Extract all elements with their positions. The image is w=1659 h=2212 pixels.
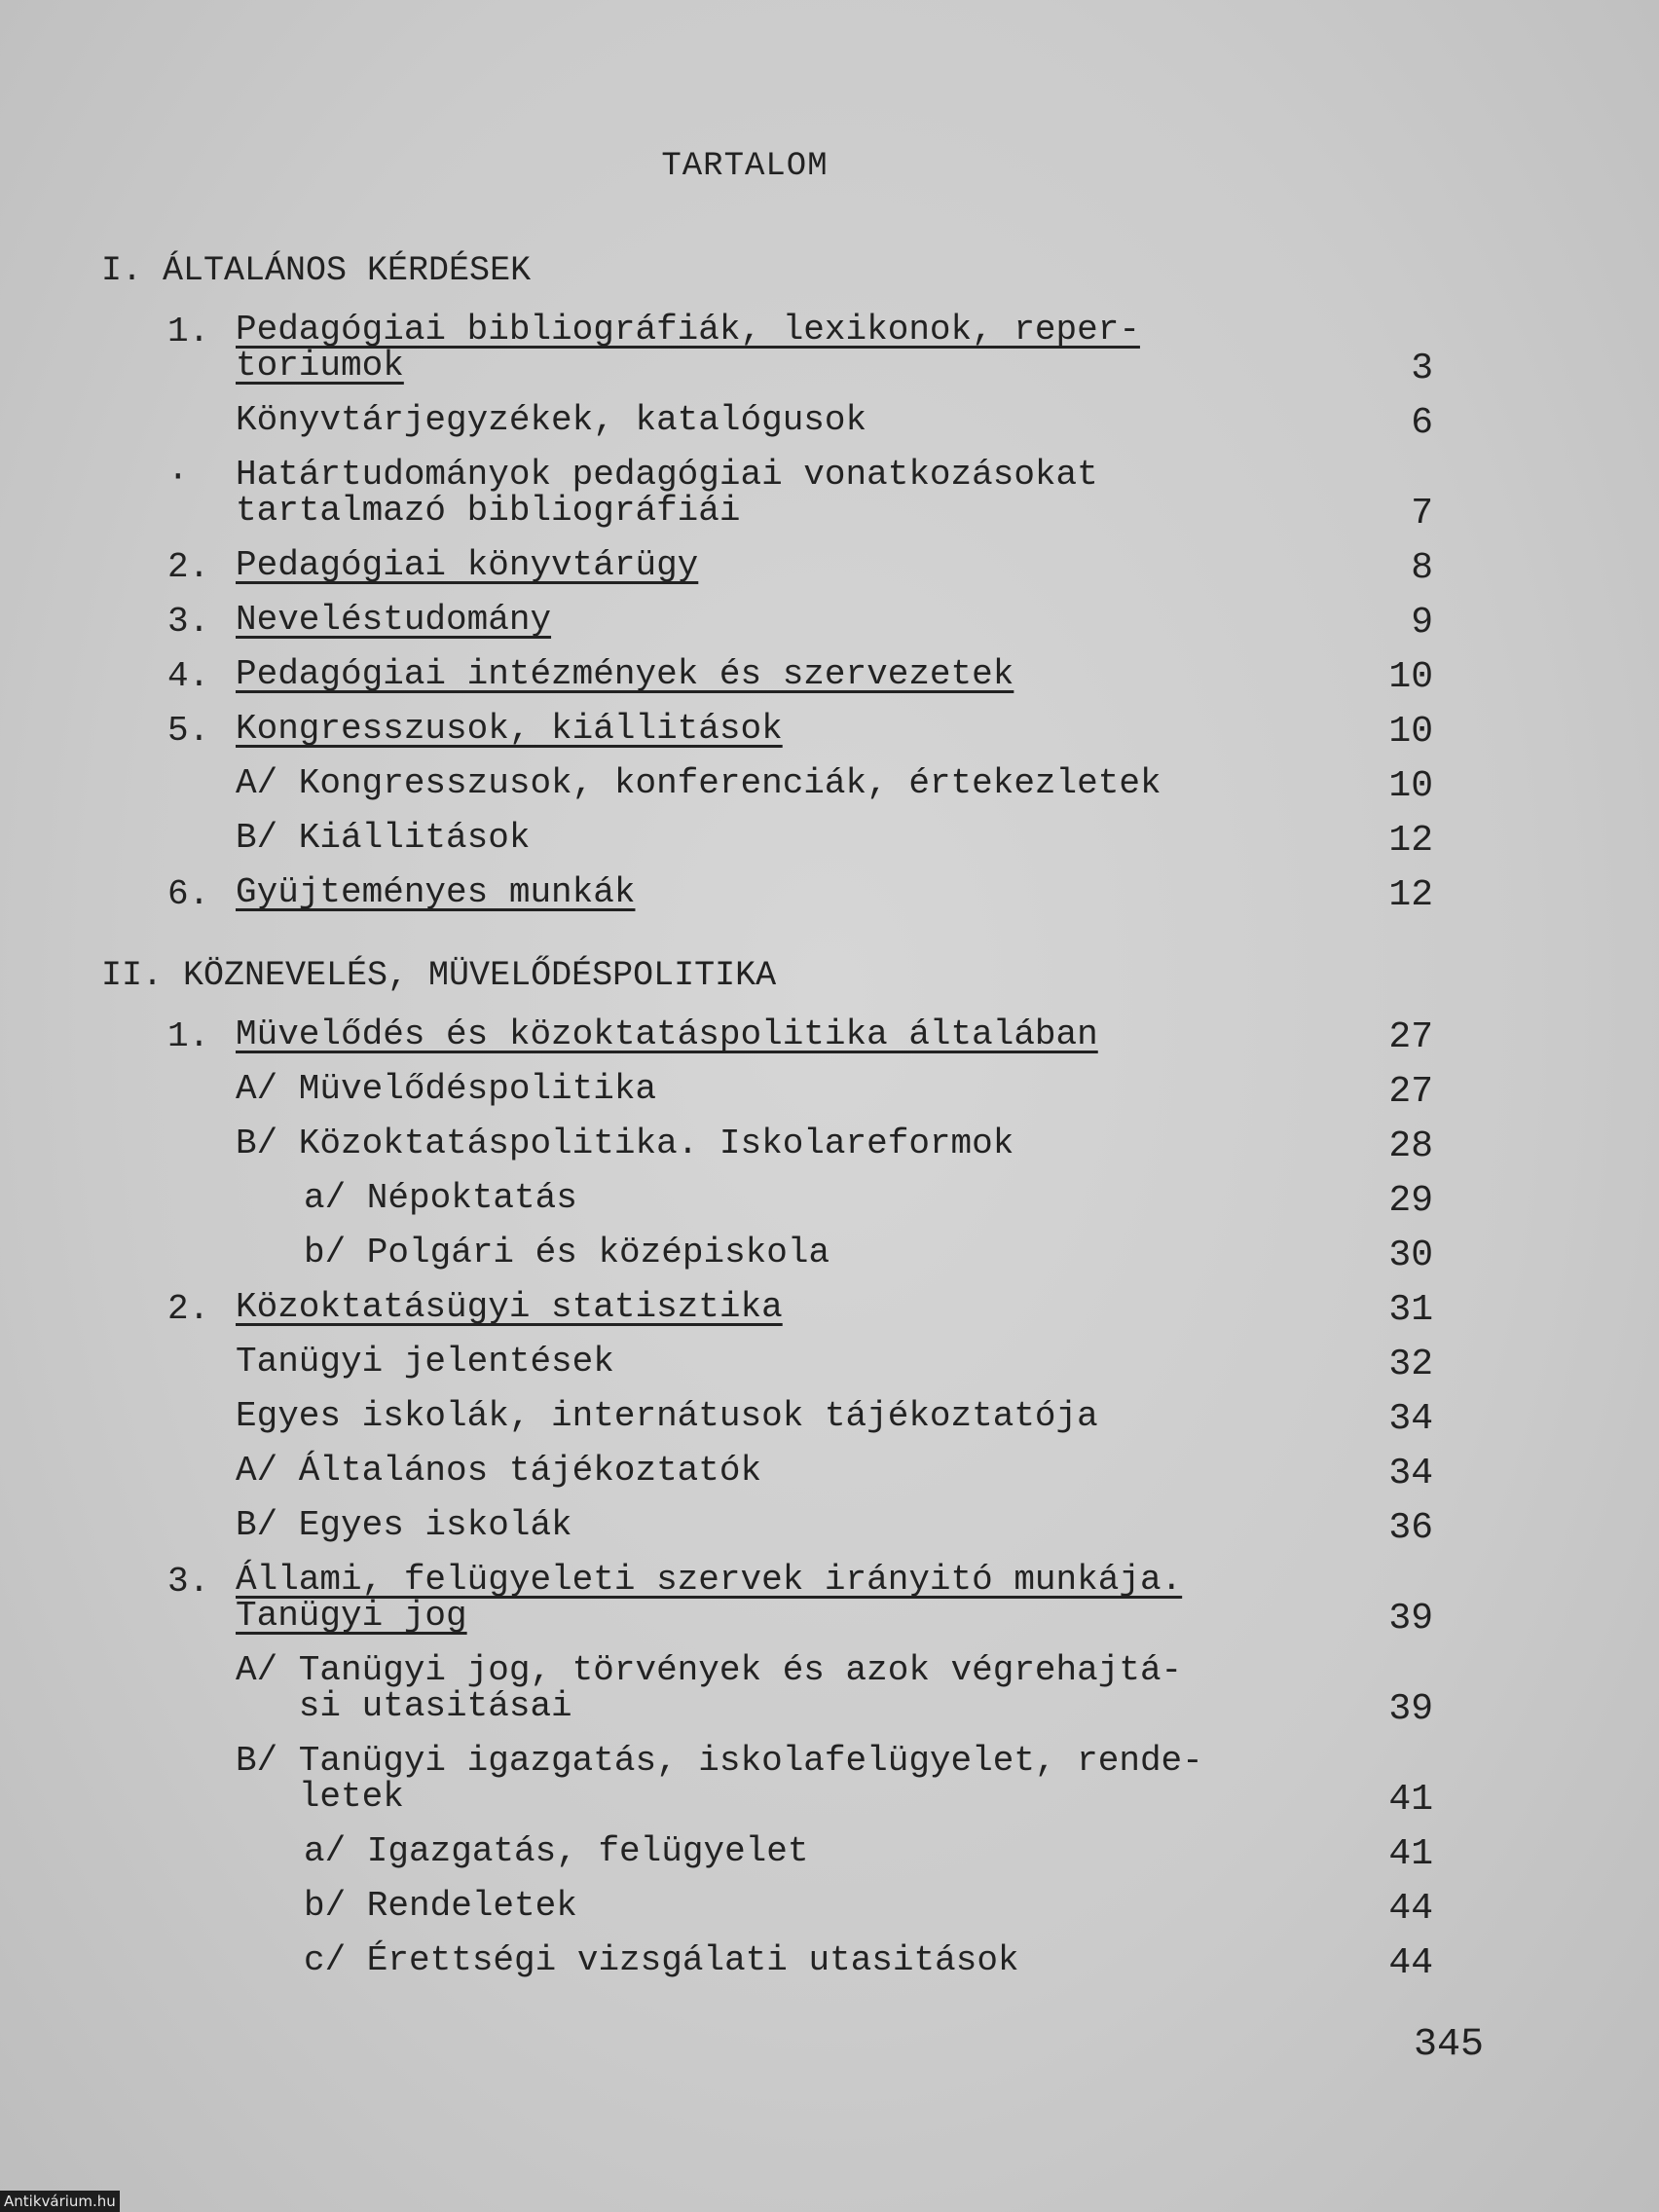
entry-page: 29 — [1388, 1180, 1433, 1222]
entry-title: A/ Tanügyi jog, törvények és azok végrehajtá- si utasitásai — [236, 1650, 1183, 1726]
entry-page: 41 — [1388, 1779, 1433, 1821]
entry-number: 3. — [167, 1562, 210, 1602]
entry-page: 10 — [1388, 711, 1433, 753]
entry-page: 34 — [1388, 1398, 1433, 1440]
entry-page: 8 — [1411, 547, 1433, 589]
entry-title: Kongresszusok, kiállitások — [236, 709, 783, 749]
entry-page: 27 — [1388, 1071, 1433, 1113]
entry-number: 2. — [167, 1289, 210, 1329]
entry-page: 32 — [1388, 1344, 1433, 1385]
entry-page: 30 — [1388, 1235, 1433, 1276]
entry-title: Pedagógiai bibliográfiák, lexikonok, reper- toriumok — [236, 310, 1140, 386]
entry-page: 39 — [1388, 1688, 1433, 1730]
entry-title: B/ Kiállitások — [236, 818, 531, 858]
entry-number: 3. — [167, 602, 210, 642]
entry-number: 6. — [167, 874, 210, 914]
entry-page: 12 — [1388, 874, 1433, 916]
entry-page: 12 — [1388, 820, 1433, 862]
page-title: TARTALOM — [661, 148, 829, 185]
entry-page: 44 — [1388, 1888, 1433, 1930]
section-heading: II. KÖZNEVELÉS, MÜVELŐDÉSPOLITIKA — [101, 956, 777, 995]
entry-page: 28 — [1388, 1125, 1433, 1167]
entry-title: Tanügyi jelentések — [236, 1342, 614, 1382]
entry-page: 3 — [1411, 348, 1433, 389]
entry-title: Pedagógiai könyvtárügy — [236, 545, 699, 585]
entry-title: Müvelődés és közoktatáspolitika általában — [236, 1014, 1098, 1054]
entry-page: 36 — [1388, 1507, 1433, 1549]
entry-number: · — [167, 457, 189, 497]
entry-title: Neveléstudomány — [236, 600, 552, 640]
entry-page: 44 — [1388, 1942, 1433, 1984]
entry-page: 6 — [1411, 402, 1433, 444]
entry-number: 4. — [167, 656, 210, 696]
entry-page: 34 — [1388, 1453, 1433, 1494]
entry-title: b/ Polgári és középiskola — [304, 1233, 830, 1272]
entry-title: Pedagógiai intézmények és szervezetek — [236, 654, 1014, 694]
entry-title: B/ Egyes iskolák — [236, 1505, 572, 1545]
entry-title: a/ Igazgatás, felügyelet — [304, 1831, 809, 1871]
entry-title: a/ Népoktatás — [304, 1178, 577, 1218]
entry-title: c/ Érettségi vizsgálati utasitások — [304, 1940, 1019, 1980]
entry-title: A/ Müvelődéspolitika — [236, 1069, 657, 1109]
entry-title: Gyüjteményes munkák — [236, 872, 636, 912]
watermark: Antikvárium.hu — [0, 2191, 120, 2212]
entry-page: 31 — [1388, 1289, 1433, 1331]
entry-page: 7 — [1411, 493, 1433, 535]
entry-title: A/ Kongresszusok, konferenciák, értekezletek — [236, 763, 1161, 803]
page-number: 345 — [1414, 2023, 1485, 2067]
entry-title: Állami, felügyeleti szervek irányitó munkája. Tanügyi jog — [236, 1560, 1183, 1636]
entry-page: 10 — [1388, 656, 1433, 698]
entry-title: Határtudományok pedagógiai vonatkozásokat tartalmazó bibliográfiái — [236, 455, 1098, 531]
entry-number: 1. — [167, 312, 210, 351]
entry-page: 27 — [1388, 1016, 1433, 1058]
section-heading: I. ÁLTALÁNOS KÉRDÉSEK — [101, 251, 532, 290]
entry-page: 9 — [1411, 602, 1433, 644]
entry-number: 2. — [167, 547, 210, 587]
entry-number: 5. — [167, 711, 210, 751]
entry-title: Közoktatásügyi statisztika — [236, 1287, 783, 1327]
entry-title: B/ Tanügyi igazgatás, iskolafelügyelet, rende- letek — [236, 1741, 1203, 1817]
entry-page: 39 — [1388, 1598, 1433, 1640]
entry-title: B/ Közoktatáspolitika. Iskolareformok — [236, 1124, 1014, 1163]
entry-page: 10 — [1388, 765, 1433, 807]
entry-title: Könyvtárjegyzékek, katalógusok — [236, 400, 867, 440]
entry-page: 41 — [1388, 1833, 1433, 1875]
entry-title: b/ Rendeletek — [304, 1886, 577, 1926]
entry-title: Egyes iskolák, internátusok tájékoztatója — [236, 1396, 1098, 1436]
entry-title: A/ Általános tájékoztatók — [236, 1451, 762, 1491]
entry-number: 1. — [167, 1016, 210, 1056]
